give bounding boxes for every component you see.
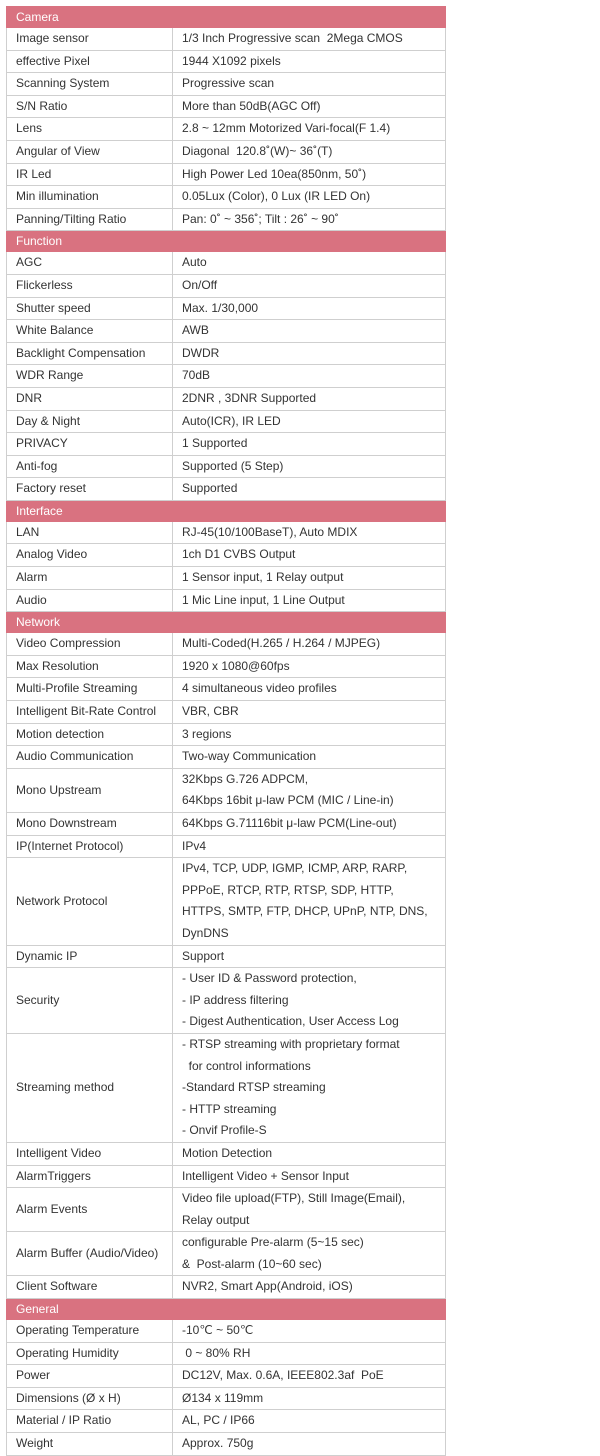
spec-value: [173, 655, 446, 678]
spec-value-line: Support: [182, 948, 225, 963]
spec-label: Anti-fog: [7, 455, 173, 478]
spec-value-line: - Onvif Profile-S: [182, 1123, 267, 1138]
spec-value-line: for control informations: [182, 1058, 311, 1073]
spec-value: [173, 746, 446, 769]
spec-value: [173, 521, 446, 544]
spec-label: Motion detection: [7, 723, 173, 746]
spec-value-line: 1ch D1 CVBS Output: [182, 547, 296, 562]
spec-value-line: AWB: [182, 323, 209, 338]
spec-value: [173, 455, 446, 478]
spec-value-line: IPv4, TCP, UDP, IGMP, ICMP, ARP, RARP,: [182, 861, 408, 876]
spec-value-line: 2.8 ~ 12mm Motorized Vari-focal(F 1.4): [182, 121, 391, 136]
spec-row: [7, 95, 446, 118]
spec-value-line: Motion Detection: [182, 1145, 273, 1160]
spec-value: [173, 678, 446, 701]
spec-value-line: Supported: [182, 481, 238, 496]
spec-label: Max Resolution: [7, 655, 173, 678]
spec-label: Analog Video: [7, 544, 173, 567]
spec-row: [7, 633, 446, 656]
spec-label: Lens: [7, 118, 173, 141]
spec-value-line: IPv4: [182, 838, 207, 853]
spec-row: [7, 1433, 446, 1456]
spec-value-line: 1 Sensor input, 1 Relay output: [182, 570, 344, 585]
spec-value: [173, 1433, 446, 1456]
spec-row: [7, 478, 446, 501]
spec-value: [173, 186, 446, 209]
spec-value-line: 64Kbps G.71116bit μ-law PCM(Line-out): [182, 816, 397, 830]
spec-label: Flickerless: [7, 274, 173, 297]
spec-row: [7, 140, 446, 163]
spec-value-line: On/Off: [182, 277, 218, 292]
spec-value: [173, 50, 446, 73]
spec-label: S/N Ratio: [7, 95, 173, 118]
spec-label: Dimensions (Ø x H): [7, 1387, 173, 1410]
spec-label: AlarmTriggers: [7, 1165, 173, 1188]
spec-value: [173, 1365, 446, 1388]
spec-row: [7, 433, 446, 456]
spec-label: Intelligent Bit-Rate Control: [7, 701, 173, 724]
spec-value: [173, 1188, 446, 1232]
spec-row: [7, 297, 446, 320]
spec-label: IR Led: [7, 163, 173, 186]
spec-label: Network Protocol: [7, 858, 173, 945]
spec-row: [7, 365, 446, 388]
spec-label: Material / IP Ratio: [7, 1410, 173, 1433]
spec-row: [7, 252, 446, 275]
spec-value-line: - HTTP streaming: [182, 1101, 277, 1116]
spec-value-line: PPPoE, RTCP, RTP, RTSP, SDP, HTTP,: [182, 882, 394, 897]
spec-value: [173, 297, 446, 320]
spec-row: [7, 163, 446, 186]
spec-row: [7, 387, 446, 410]
spec-label: LAN: [7, 521, 173, 544]
spec-value: [173, 478, 446, 501]
spec-row: [7, 813, 446, 836]
spec-value: [173, 1410, 446, 1433]
spec-row: [7, 746, 446, 769]
spec-value-line: 1 Supported: [182, 436, 248, 451]
spec-row: [7, 274, 446, 297]
spec-row: [7, 1232, 446, 1276]
spec-label: Client Software: [7, 1276, 173, 1299]
spec-label: effective Pixel: [7, 50, 173, 73]
spec-row: [7, 50, 446, 73]
spec-value: [173, 1142, 446, 1165]
spec-value-line: DC12V, Max. 0.6A, IEEE802.3af PoE: [182, 1368, 384, 1383]
section-title: Network: [7, 612, 446, 633]
spec-label: Scanning System: [7, 73, 173, 96]
spec-row: [7, 1320, 446, 1343]
spec-value-line: configurable Pre-alarm (5~15 sec): [182, 1235, 364, 1250]
spec-label: IP(Internet Protocol): [7, 835, 173, 858]
spec-value-line: 1/3 Inch Progressive scan 2Mega CMOS: [182, 31, 403, 45]
spec-value-line: 1920 x 1080@60fps: [182, 658, 290, 673]
spec-value: [173, 118, 446, 141]
spec-value-line: - IP address filtering: [182, 992, 289, 1007]
spec-row: [7, 320, 446, 343]
spec-label: Streaming method: [7, 1033, 173, 1142]
spec-table-body: [7, 7, 446, 1456]
spec-label: Alarm: [7, 567, 173, 590]
spec-label: Min illumination: [7, 186, 173, 209]
spec-label: Factory reset: [7, 478, 173, 501]
spec-value: [173, 1320, 446, 1343]
spec-label: AGC: [7, 252, 173, 275]
spec-row: [7, 968, 446, 1034]
spec-row: [7, 544, 446, 567]
spec-row: [7, 455, 446, 478]
spec-value-line: Diagonal 120.8˚(W)~ 36˚(T): [182, 143, 333, 158]
spec-value-line: 1 Mic Line input, 1 Line Output: [182, 592, 345, 607]
spec-value-line: Pan: 0˚ ~ 356˚; Tilt : 26˚ ~ 90˚: [182, 211, 339, 226]
spec-value-line: Multi-Coded(H.265 / H.264 / MJPEG): [182, 636, 381, 651]
spec-value-line: 4 simultaneous video profiles: [182, 681, 337, 696]
spec-value: [173, 140, 446, 163]
spec-value: [173, 768, 446, 812]
spec-label: DNR: [7, 387, 173, 410]
spec-value-line: -Standard RTSP streaming: [182, 1080, 326, 1095]
spec-value: [173, 1276, 446, 1299]
section-header-network: [7, 612, 446, 633]
spec-value: [173, 387, 446, 410]
spec-value-line: NVR2, Smart App(Android, iOS): [182, 1279, 353, 1294]
spec-value-line: Two-way Communication: [182, 749, 317, 764]
spec-label: Dynamic IP: [7, 945, 173, 968]
spec-row: [7, 678, 446, 701]
spec-table: [6, 6, 446, 1456]
spec-value: [173, 544, 446, 567]
spec-value-line: Max. 1/30,000: [182, 300, 259, 315]
spec-value-line: - User ID & Password protection,: [182, 971, 357, 986]
spec-label: Mono Downstream: [7, 813, 173, 836]
spec-value-line: DynDNS: [182, 925, 229, 940]
spec-value: [173, 1033, 446, 1142]
spec-value-line: Relay output: [182, 1212, 250, 1227]
spec-value-line: High Power Led 10ea(850nm, 50˚): [182, 166, 367, 181]
spec-value: [173, 1387, 446, 1410]
spec-value: [173, 73, 446, 96]
spec-value-line: VBR, CBR: [182, 704, 239, 719]
spec-label: Day & Night: [7, 410, 173, 433]
spec-value-line: Video file upload(FTP), Still Image(Email),: [182, 1191, 406, 1206]
spec-row: [7, 858, 446, 945]
spec-row: [7, 342, 446, 365]
spec-value: [173, 723, 446, 746]
spec-value-line: Progressive scan: [182, 76, 275, 91]
spec-value: [173, 968, 446, 1034]
spec-value: [173, 858, 446, 945]
spec-label: Alarm Events: [7, 1188, 173, 1232]
spec-row: [7, 768, 446, 812]
spec-value: [173, 95, 446, 118]
spec-value-line: -10℃ ~ 50℃: [182, 1323, 254, 1338]
spec-value: [173, 835, 446, 858]
spec-row: [7, 1365, 446, 1388]
spec-value: [173, 28, 446, 51]
spec-value-line: 0.05Lux (Color), 0 Lux (IR LED On): [182, 189, 371, 204]
spec-row: [7, 1142, 446, 1165]
section-header-function: [7, 231, 446, 252]
spec-label: Audio: [7, 589, 173, 612]
spec-value: [173, 274, 446, 297]
spec-label: WDR Range: [7, 365, 173, 388]
spec-label: Audio Communication: [7, 746, 173, 769]
spec-row: [7, 1033, 446, 1142]
spec-value: [173, 342, 446, 365]
spec-value-line: 3 regions: [182, 726, 232, 741]
spec-label: Operating Temperature: [7, 1320, 173, 1343]
spec-label: Security: [7, 968, 173, 1034]
spec-row: [7, 118, 446, 141]
spec-value-line: Intelligent Video + Sensor Input: [182, 1168, 349, 1183]
spec-row: [7, 1165, 446, 1188]
section-title: Function: [7, 231, 446, 252]
spec-value: [173, 945, 446, 968]
spec-label: Weight: [7, 1433, 173, 1456]
spec-value-line: Ø134 x 119mm: [182, 1390, 264, 1405]
spec-value-line: - Digest Authentication, User Access Log: [182, 1014, 399, 1029]
spec-row: [7, 589, 446, 612]
spec-value: [173, 1342, 446, 1365]
spec-value: [173, 589, 446, 612]
spec-row: [7, 28, 446, 51]
section-header-camera: [7, 7, 446, 28]
spec-value-line: 2DNR , 3DNR Supported: [182, 390, 317, 405]
spec-value: [173, 701, 446, 724]
spec-row: [7, 410, 446, 433]
spec-row: [7, 835, 446, 858]
spec-value-line: - RTSP streaming with proprietary format: [182, 1036, 400, 1051]
spec-row: [7, 73, 446, 96]
spec-value-line: 64Kbps 16bit μ-law PCM (MIC / Line-in): [182, 793, 394, 808]
spec-value-line: Supported (5 Step): [182, 458, 284, 473]
spec-row: [7, 186, 446, 209]
spec-row: [7, 567, 446, 590]
spec-value-line: DWDR: [182, 345, 220, 360]
spec-value: [173, 320, 446, 343]
spec-value-line: More than 50dB(AGC Off): [182, 98, 321, 113]
spec-value-line: Auto(ICR), IR LED: [182, 413, 281, 428]
spec-row: [7, 1342, 446, 1365]
section-title: General: [7, 1299, 446, 1320]
spec-value-line: 1944 X1092 pixels: [182, 53, 281, 68]
spec-value: [173, 633, 446, 656]
spec-value-line: 0 ~ 80% RH: [182, 1345, 251, 1360]
spec-value: [173, 1165, 446, 1188]
spec-label: Image sensor: [7, 28, 173, 51]
spec-value-line: AL, PC / IP66: [182, 1413, 255, 1428]
spec-value: [173, 208, 446, 231]
spec-row: [7, 1410, 446, 1433]
spec-value-line: Auto: [182, 255, 207, 270]
spec-label: Mono Upstream: [7, 768, 173, 812]
section-title: Interface: [7, 500, 446, 521]
spec-value: [173, 567, 446, 590]
spec-row: [7, 1387, 446, 1410]
spec-label: Multi-Profile Streaming: [7, 678, 173, 701]
section-title: Camera: [7, 7, 446, 28]
spec-label: Shutter speed: [7, 297, 173, 320]
spec-label: Angular of View: [7, 140, 173, 163]
spec-value-line: RJ-45(10/100BaseT), Auto MDIX: [182, 524, 358, 539]
spec-value-line: & Post-alarm (10~60 sec): [182, 1256, 322, 1271]
spec-value: [173, 410, 446, 433]
spec-value: [173, 1232, 446, 1276]
spec-label: Power: [7, 1365, 173, 1388]
spec-value-line: HTTPS, SMTP, FTP, DHCP, UPnP, NTP, DNS,: [182, 904, 428, 919]
spec-row: [7, 521, 446, 544]
spec-row: [7, 655, 446, 678]
spec-row: [7, 945, 446, 968]
spec-value-line: Approx. 750g: [182, 1436, 254, 1451]
spec-label: Backlight Compensation: [7, 342, 173, 365]
section-header-interface: [7, 500, 446, 521]
spec-row: [7, 723, 446, 746]
spec-row: [7, 1188, 446, 1232]
spec-value: [173, 252, 446, 275]
spec-label: Operating Humidity: [7, 1342, 173, 1365]
spec-value: [173, 163, 446, 186]
spec-label: Intelligent Video: [7, 1142, 173, 1165]
spec-value: [173, 813, 446, 836]
spec-row: [7, 1276, 446, 1299]
spec-value: [173, 365, 446, 388]
spec-value: [173, 433, 446, 456]
spec-row: [7, 701, 446, 724]
spec-label: Panning/Tilting Ratio: [7, 208, 173, 231]
spec-row: [7, 208, 446, 231]
spec-label: White Balance: [7, 320, 173, 343]
spec-value-line: 70dB: [182, 368, 211, 383]
spec-value-line: 32Kbps G.726 ADPCM,: [182, 771, 309, 786]
spec-label: Video Compression: [7, 633, 173, 656]
spec-label: Alarm Buffer (Audio/Video): [7, 1232, 173, 1276]
section-header-general: [7, 1299, 446, 1320]
spec-label: PRIVACY: [7, 433, 173, 456]
